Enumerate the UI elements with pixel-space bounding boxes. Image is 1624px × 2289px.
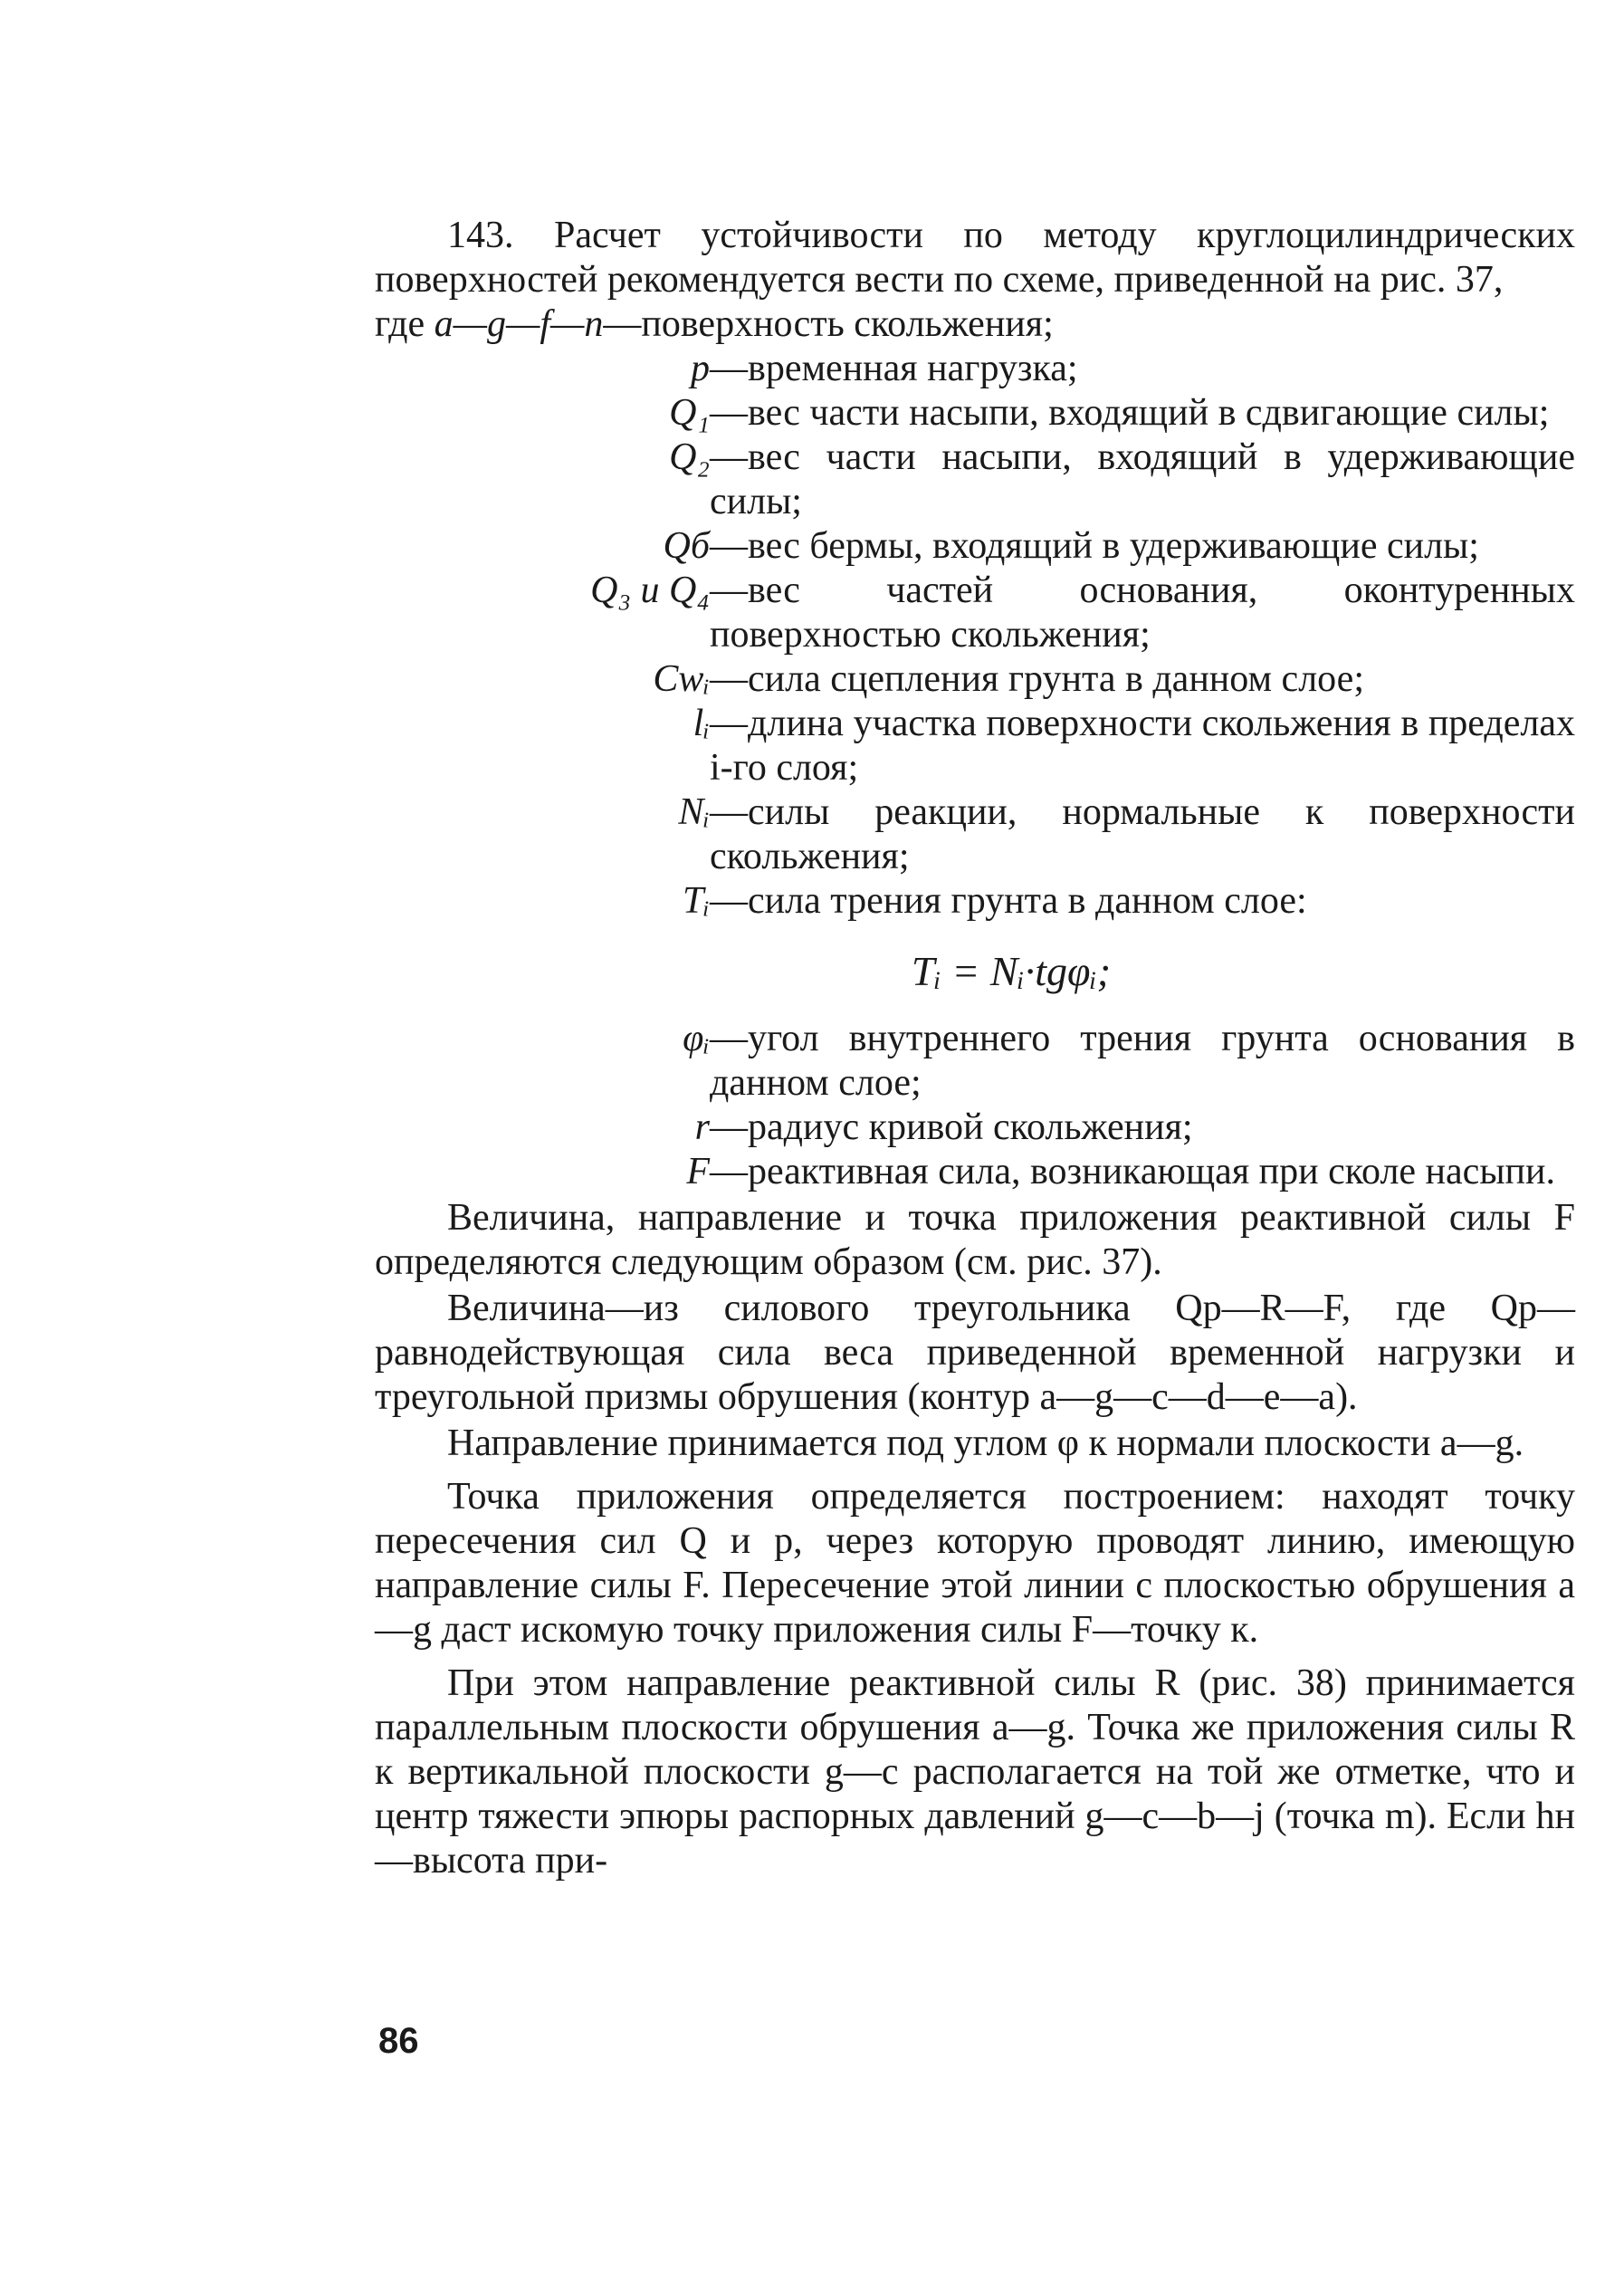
definition-item [375,347,1575,391]
text-block [375,214,1575,1883]
paragraph: Величина, направление и точка приложения реактивной силы F определяются следующим образом (см. рис. 37). [375,1197,1575,1283]
def-symbol: φᵢ [683,1018,710,1059]
definition-item [375,879,1575,924]
def-symbol: Qб [663,525,710,567]
definition-item [375,1106,1575,1150]
definition-item [375,1150,1575,1194]
definition-item [375,569,1575,657]
def-text: —поверхность скольжения; [603,303,1054,345]
def-text: —вес части насыпи, входящий в удерживающие силы; [710,436,1575,522]
definition-item [375,524,1575,569]
def-text: —силы реакции, нормальные к поверхности скольжения; [710,791,1575,877]
def-symbol: Q₂ [669,436,710,478]
def-text: —сила сцепления грунта в данном слое; [710,658,1364,700]
paragraph-143: 143. Расчет устойчивости по методу круглоцилиндрических поверхностей рекомендуется вести по схеме, приведенной на рис. 37, [375,215,1575,301]
def-symbol: Q₁ [669,392,710,434]
def-symbol: Q₃ и Q₄ [590,570,710,611]
def-symbol: Tᵢ [682,880,710,922]
def-text: —вес части насыпи, входящий в сдвигающие силы; [710,392,1550,434]
def-symbol: F [686,1151,710,1192]
def-text: —временная нагрузка; [710,348,1078,389]
def-text: —вес частей основания, оконтуренных поверхностью скольжения; [710,570,1575,656]
def-text: —угол внутреннего трения грунта основания в данном слое; [710,1018,1575,1104]
definition-item [375,436,1575,524]
def-text: —вес бермы, входящий в удерживающие силы; [710,525,1479,567]
paragraph: Точка приложения определяется построением: находят точку пересечения сил Q и p, через которую проводят линию, имеющую направление силы F. Пересечение этой линии с плоскостью обрушения a—g даст искомую точку приложения силы F—точку к. [375,1476,1575,1651]
def-text: —длина участка поверхности скольжения в пределах i-го слоя; [710,703,1575,789]
friction-formula: Tᵢ = Nᵢ·tgφᵢ; [911,948,1112,994]
paragraph: Величина—из силового треугольника Qp—R—F, где Qp—равнодействующая сила веса приведенной временной нагрузки и треугольной призмы обрушения (контур a—g—c—d—e—a). [375,1288,1575,1418]
def-symbol: r [694,1106,710,1148]
definition-item [375,702,1575,790]
def-symbol: Cwᵢ [653,658,710,700]
where-line [375,302,1575,347]
paragraph: При этом направление реактивной силы R (рис. 38) принимается параллельным плоскости обрушения a—g. Точка же приложения силы R к вертикальной плоскости g—c располагается на той же отметке, что и центр тяжести эпюры распорных давлений g—c—b—j (точка m). Если hн—высота при- [375,1662,1575,1882]
definition-item [375,391,1575,436]
paragraph: Направление принимается под углом φ к нормали плоскости a—g. [447,1422,1524,1464]
def-symbol: lᵢ [693,703,710,744]
def-symbol: Nᵢ [678,791,710,833]
def-text: —радиус кривой скольжения; [710,1106,1193,1148]
definition-item [375,790,1575,879]
definition-item [375,1017,1575,1106]
def-text: —реактивная сила, возникающая при сколе насыпи. [710,1151,1555,1192]
def-symbol: p [691,348,710,389]
def-symbol: a—g—f—n [434,303,604,345]
def-text: —сила трения грунта в данном слое: [710,880,1307,922]
definition-item [375,657,1575,702]
where-label: где [375,303,425,345]
page-number: 86 [378,2021,419,2061]
